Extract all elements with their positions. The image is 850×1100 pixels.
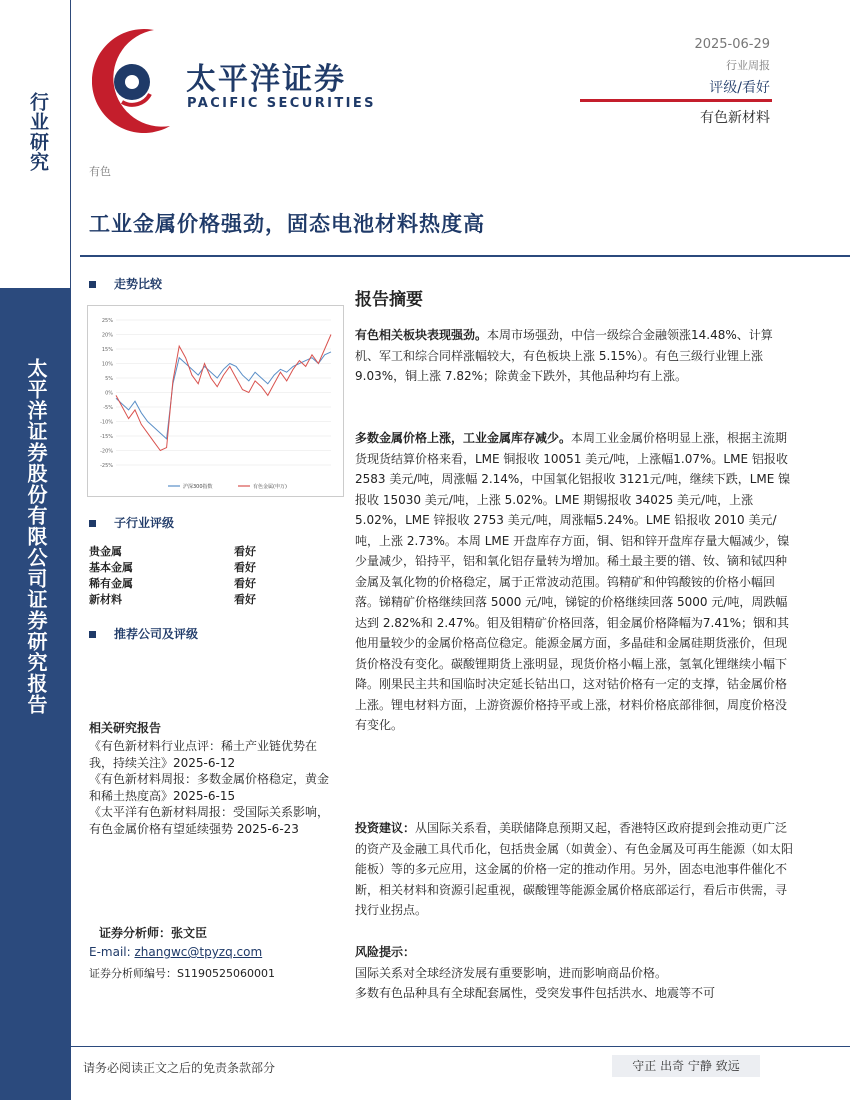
- related-heading: 相关研究报告: [89, 721, 162, 735]
- page-title: 工业金属价格强劲，固态电池材料热度高: [89, 211, 485, 236]
- chart-legend-label: 有色金属(申万): [253, 484, 287, 490]
- chart-tick-label: 5%: [105, 376, 113, 382]
- summary-paragraph-1: [355, 325, 795, 387]
- summary-paragraph-4: [355, 942, 795, 1004]
- chart-tick-label: 10%: [101, 361, 113, 368]
- paragraph-text: 从国际关系看，美联储降息预期又起，香港特区政府提到会推动更广泛的资产及金融工具代币化，包括贵金属（如黄金）、有色金属及可再生能源（如太阳能板）等的多元应用，这金属的价格一定的推动作用。另外，固态电池事件催化不断，相关材料和资源引起重视，碳酸锂等能源金属价格底部运行，看后市供需，寻找行业拐点。: [355, 821, 794, 917]
- report-date: 2025-06-29: [694, 37, 770, 52]
- list-item[interactable]: 《有色新材料行业点评：稀土产业链优势在我，持续关注》2025-6-12: [89, 739, 318, 770]
- table-row: [89, 543, 279, 559]
- trend-heading-label: 走势比较: [114, 277, 163, 291]
- email-link[interactable]: zhangwc@tpyzq.com: [134, 945, 263, 959]
- chart-tick-label: 0%: [105, 390, 113, 397]
- rating-value: 看好: [234, 577, 256, 590]
- chart-series-line: [116, 352, 331, 439]
- list-item[interactable]: 《有色新材料周报：多数金属价格稳定，黄金和稀土热度高》2025-6-15: [89, 772, 330, 803]
- summary-paragraph-3: [355, 818, 795, 921]
- paragraph-text: 多数有色品种具有全球配套属性，受突发事件包括洪水、地震等不可: [355, 986, 716, 1000]
- sector-tag: 有色: [89, 165, 111, 178]
- table-row: [89, 559, 279, 575]
- paragraph-text: 国际关系对全球经济发展有重要影响，进而影响商品价格。: [355, 965, 668, 980]
- summary-paragraph-2: [355, 428, 795, 736]
- paragraph-lead: 投资建议：: [355, 821, 416, 835]
- paragraph-lead: 多数金属价格上涨，工业金属库存减少。: [355, 431, 572, 445]
- sub-rating-heading-label: 子行业评级: [114, 516, 175, 530]
- trend-chart: [87, 305, 344, 497]
- sidebar-top: [0, 0, 71, 288]
- summary-heading: 报告摘要: [355, 290, 423, 310]
- rating-name: 新材料: [89, 593, 122, 606]
- footer-disclaimer: 请务必阅读正文之后的免责条款部分: [83, 1061, 276, 1075]
- logo-emblem-icon: [92, 22, 182, 140]
- chart-tick-label: 25%: [101, 318, 113, 324]
- rating-name: 贵金属: [89, 545, 122, 558]
- paragraph-lead: 有色相关板块表现强劲。: [355, 328, 488, 342]
- analyst-email: [89, 945, 262, 959]
- recommend-heading: [89, 625, 198, 642]
- chart-tick-label: 15%: [101, 347, 113, 353]
- analyst-license: 证券分析师编号：S1190525060001: [89, 967, 275, 980]
- recommend-heading-label: 推荐公司及评级: [114, 627, 199, 641]
- rating-name: 稀有金属: [89, 577, 133, 590]
- chart-tick-label: -25%: [100, 463, 113, 469]
- chart-tick-label: -5%: [103, 405, 113, 411]
- table-row: [89, 591, 279, 607]
- chart-tick-label: -10%: [100, 419, 113, 426]
- bullet-square-icon: [89, 520, 96, 527]
- email-label: E-mail:: [89, 945, 135, 959]
- list-item[interactable]: 《太平洋有色新材料周报：受国际关系影响，有色金属价格有望延续强势 2025-6-23: [89, 805, 330, 836]
- report-type: 行业周报: [726, 59, 770, 72]
- title-rule: [80, 255, 850, 257]
- rating-value: 看好: [234, 593, 256, 606]
- analyst-name: 证券分析师：张文臣: [99, 926, 208, 940]
- chart-legend-label: 沪深300指数: [183, 484, 213, 490]
- chart-tick-label: -15%: [100, 434, 113, 440]
- brand-name-cn: 太平洋证券: [186, 62, 346, 97]
- sub-rating-heading: [89, 514, 174, 531]
- trend-chart-svg: [88, 306, 343, 496]
- paragraph-lead: 风险提示：: [355, 945, 416, 959]
- bullet-square-icon: [89, 281, 96, 288]
- bullet-square-icon: [89, 631, 96, 638]
- related-reports-list: [89, 738, 334, 837]
- sidebar-bottom: [0, 288, 71, 1100]
- footer-motto: 守正 出奇 宁静 致远: [612, 1055, 760, 1077]
- footer-rule: [71, 1046, 850, 1047]
- trend-heading: [89, 275, 162, 292]
- report-rating: 评级/看好: [709, 80, 770, 96]
- brand-name-en: PACIFIC SECURITIES: [187, 96, 376, 111]
- rating-name: 基本金属: [89, 561, 133, 574]
- header-divider: [580, 99, 772, 102]
- report-sector: 有色新材料: [700, 110, 770, 126]
- table-row: [89, 575, 279, 591]
- sidebar-company-label: 太平洋证券股份有限公司证券研究报告: [24, 358, 48, 715]
- rating-value: 看好: [234, 545, 256, 558]
- sub-rating-table: [89, 543, 279, 607]
- chart-tick-label: -20%: [100, 448, 113, 455]
- paragraph-text: 本周工业金属价格明显上涨，根据主流期货现货结算价格来看，LME 铜报收 10051 美元/吨，上涨幅1.07%。LME 铝报收 2583 美元/吨，周涨幅 2.14%，中国氧化铝报收 3121元/吨，继续下跌，LME 镍报收 15030 美元/吨，上涨 5.02%。LME 期锡报收 34025 美元/吨，上涨 5.02%，LME 锌报收 2753 美元/吨，周涨幅5.24%。LME 铅报收 2010 美元/吨，上涨 2.73%。本周 LME 开盘库存方面，铜、铝和锌开盘库存量大幅减少，镍少量减少，铅持平，铝和氧化铝存量转为增加。稀土最主要的镨、钕、镝和铽四种金属及氧化物的价格稳定，属于正常波动范围。钨精矿和仲钨酸铵的价格小幅回落。锑精矿价格继续回落 5000 元/吨，锑锭的价格继续回落 5000 元/吨，周跌幅达到 2.82%和 2.47%。钼及钼精矿价格回落，钼金属价格降幅为7.41%；铟和其他用量较少的金属价格高位稳定。能源金属方面，多晶硅和金属硅期货涨价，但现货价格没有变化。碳酸锂期货上涨明显，现货价格小幅上涨，氢氧化锂继续小幅下降。刚果民主共和国临时决定延长钴出口，这对钴价格有一定的支撑，钴金属价格上涨。锂电材料方面，上游资源价格持平或上涨，材料价格底部徘徊，周度价格没有变化。: [355, 431, 791, 732]
- chart-tick-label: 20%: [101, 332, 113, 339]
- sidebar-top-label: 行业研究: [27, 92, 49, 172]
- rating-value: 看好: [234, 561, 256, 574]
- paragraph-text: 本周市场强劲，中信一级综合金融领涨14.48%、计算机、军工和综合同样涨幅较大，有色板块上涨 5.15%）。有色三级行业锂上涨 9.03%，铜上涨 7.82%；除黄金下跌外，其他品种均有上涨。: [355, 328, 773, 383]
